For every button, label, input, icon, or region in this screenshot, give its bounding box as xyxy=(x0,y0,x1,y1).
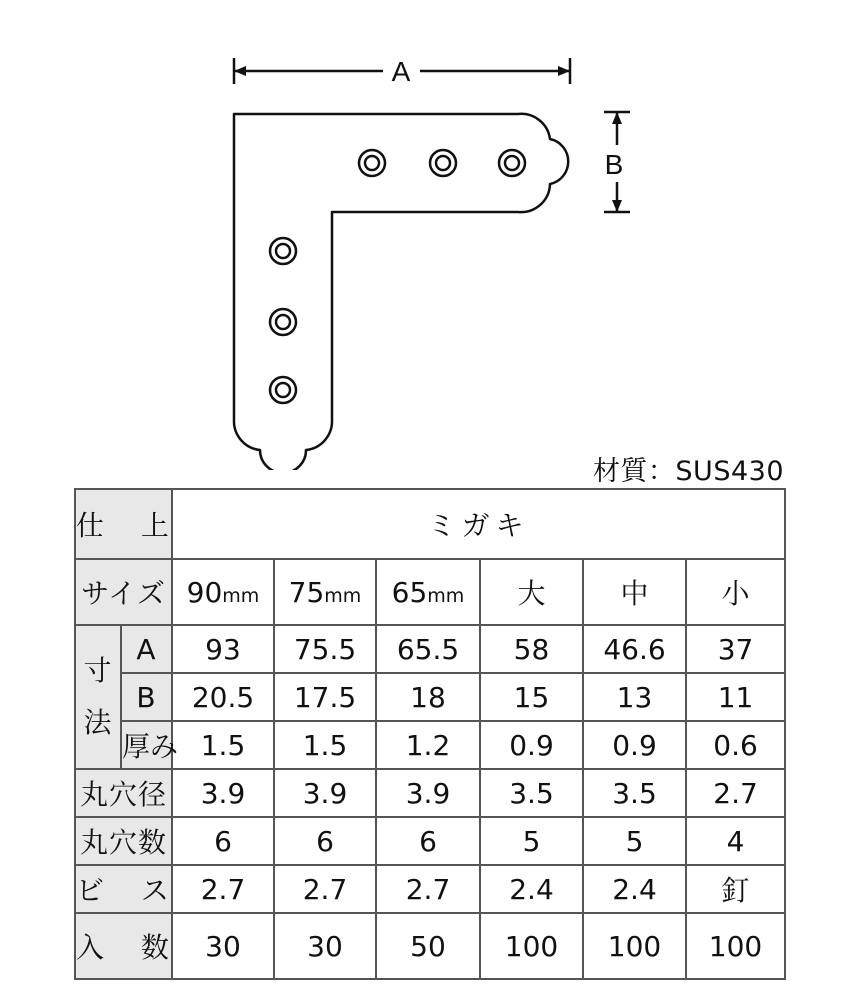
table-cell: 2.4 xyxy=(480,865,583,913)
table-cell: 13 xyxy=(583,673,686,721)
bracket-drawing xyxy=(0,0,850,470)
size-unit: mm xyxy=(222,584,260,607)
hole-6-icon xyxy=(270,377,296,403)
table-cell: 1.2 xyxy=(376,721,480,769)
table-cell: 37 xyxy=(686,625,785,673)
spec-table xyxy=(74,488,786,980)
table-cell: 3.9 xyxy=(376,769,480,817)
table-cell: 18 xyxy=(376,673,480,721)
table-cell: 3.5 xyxy=(480,769,583,817)
row-label: A xyxy=(121,625,172,673)
hole-2-icon xyxy=(430,150,456,176)
row-label: ビ ス xyxy=(75,865,172,913)
table-cell: 2.7 xyxy=(686,769,785,817)
size-value: 大 xyxy=(517,577,546,610)
table-cell: 2.7 xyxy=(274,865,376,913)
table-cell: 6 xyxy=(376,817,480,865)
row-label: 丸穴径 xyxy=(75,769,172,817)
table-cell: 50 xyxy=(376,913,480,979)
size-header: サイズ xyxy=(75,559,172,625)
table-cell: 65.5 xyxy=(376,625,480,673)
table-cell: 17.5 xyxy=(274,673,376,721)
table-cell: 1.5 xyxy=(172,721,274,769)
dimension-group-label-1: 寸 xyxy=(83,654,113,687)
table-cell: 30 xyxy=(274,913,376,979)
table-cell: 0.9 xyxy=(583,721,686,769)
size-unit: mm xyxy=(324,584,362,607)
size-row xyxy=(75,559,785,625)
row-label: 厚み xyxy=(121,721,172,769)
hole-3-icon xyxy=(499,150,525,176)
size-cell xyxy=(480,559,583,625)
size-value: 小 xyxy=(721,577,750,610)
table-cell: 5 xyxy=(583,817,686,865)
row-label: 入 数 xyxy=(75,913,172,979)
table-cell: 93 xyxy=(172,625,274,673)
table-cell: 100 xyxy=(686,913,785,979)
table-cell: 2.7 xyxy=(376,865,480,913)
size-value: 65 xyxy=(391,575,428,609)
table-cell: 3.5 xyxy=(583,769,686,817)
table-cell: 11 xyxy=(686,673,785,721)
table-cell: 2.7 xyxy=(172,865,274,913)
table-cell: 100 xyxy=(480,913,583,979)
size-cell xyxy=(172,559,274,625)
finish-value: ミガキ xyxy=(172,489,785,559)
size-cell xyxy=(376,559,480,625)
table-cell: 100 xyxy=(583,913,686,979)
table-cell: 3.9 xyxy=(274,769,376,817)
table-cell: 20.5 xyxy=(172,673,274,721)
table-cell: 5 xyxy=(480,817,583,865)
table-row xyxy=(75,721,785,769)
table-cell: 0.6 xyxy=(686,721,785,769)
table-row xyxy=(75,769,785,817)
size-value: 75 xyxy=(288,575,325,609)
size-value: 中 xyxy=(620,577,649,610)
dimension-a-label: A xyxy=(391,56,411,87)
table-cell: 釘 xyxy=(686,865,785,913)
table-cell: 6 xyxy=(172,817,274,865)
finish-row xyxy=(75,489,785,559)
finish-header: 仕 上 xyxy=(75,489,172,559)
size-cell xyxy=(583,559,686,625)
table-row xyxy=(75,625,785,673)
size-cell xyxy=(274,559,376,625)
material-label: 材質：SUS430 xyxy=(592,456,784,487)
table-row xyxy=(75,913,785,979)
table-cell: 15 xyxy=(480,673,583,721)
table-cell: 0.9 xyxy=(480,721,583,769)
table-row xyxy=(75,673,785,721)
table-cell: 46.6 xyxy=(583,625,686,673)
dimension-group-label-2: 法 xyxy=(83,706,113,739)
table-cell: 30 xyxy=(172,913,274,979)
table-row xyxy=(75,817,785,865)
dimension-b-label: B xyxy=(604,149,624,180)
hole-5-icon xyxy=(270,309,296,335)
hole-1-icon xyxy=(359,150,385,176)
dimension-group-label xyxy=(75,625,121,769)
hole-4-icon xyxy=(270,238,296,264)
table-row xyxy=(75,865,785,913)
table-cell: 1.5 xyxy=(274,721,376,769)
table-cell: 58 xyxy=(480,625,583,673)
size-value: 90 xyxy=(186,575,223,609)
table-cell: 75.5 xyxy=(274,625,376,673)
row-label: B xyxy=(121,673,172,721)
row-label: 丸穴数 xyxy=(75,817,172,865)
table-cell: 4 xyxy=(686,817,785,865)
size-unit: mm xyxy=(427,584,465,607)
table-cell: 6 xyxy=(274,817,376,865)
size-cell xyxy=(686,559,785,625)
table-cell: 3.9 xyxy=(172,769,274,817)
table-cell: 2.4 xyxy=(583,865,686,913)
